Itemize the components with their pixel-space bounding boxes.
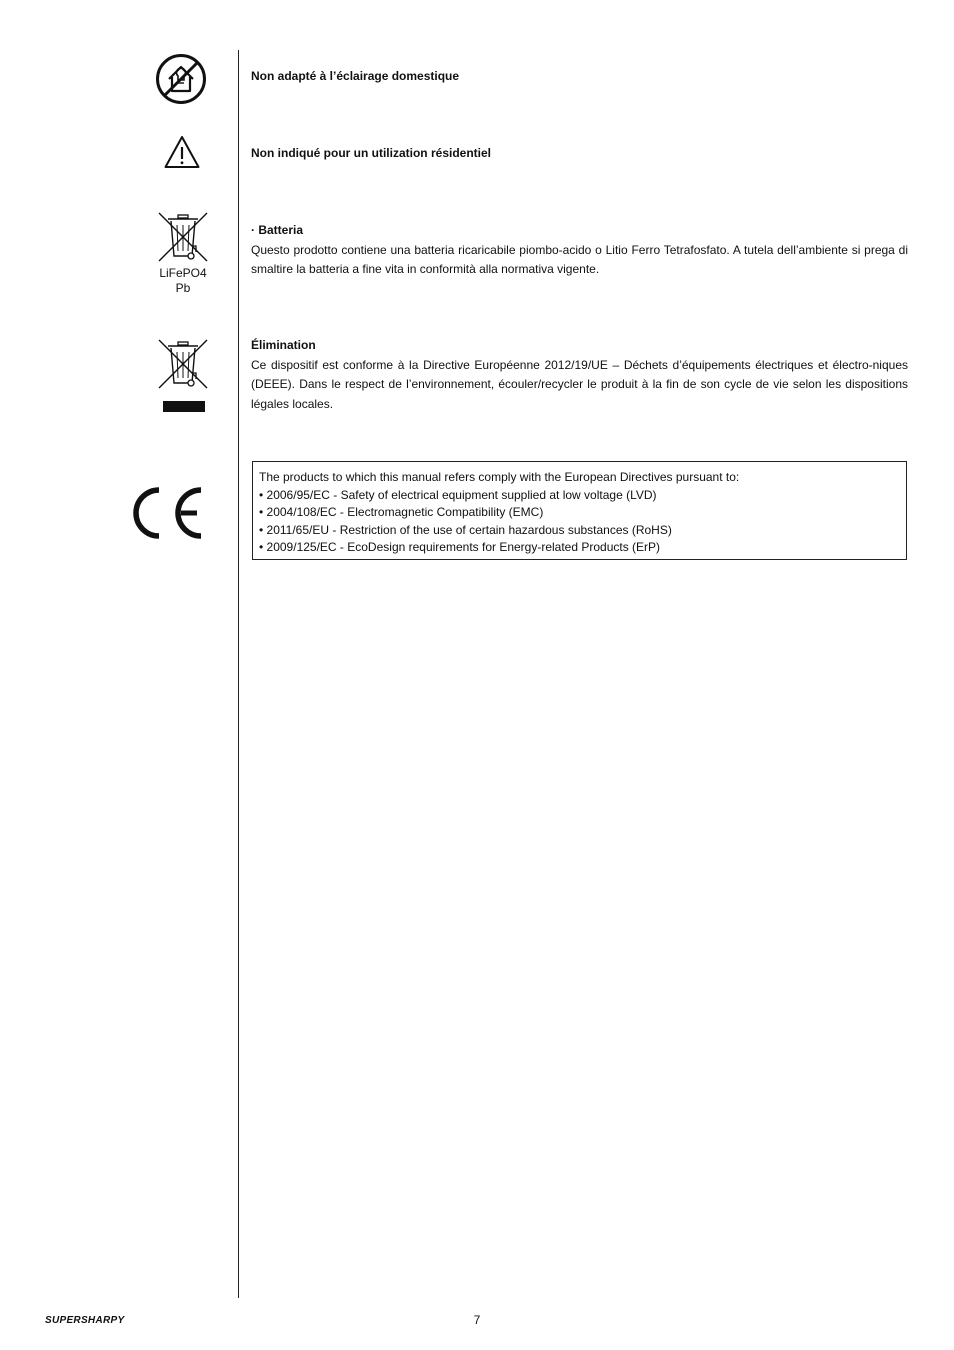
battery-heading: · Batteria — [251, 223, 304, 237]
residential-warning-text: Non indiqué pour un utilization résidentiel — [251, 146, 491, 160]
crossed-bin-icon — [156, 211, 210, 263]
ce-directive-item: • 2011/65/EU - Restriction of the use of certain hazardous substances (RoHS) — [259, 522, 672, 537]
ce-directive-item: • 2004/108/EC - Electromagnetic Compatibility (EMC) — [259, 505, 544, 520]
battery-label-pb: Pb — [175, 281, 191, 295]
ce-mark-icon — [133, 487, 205, 539]
ce-directive-item: • 2009/125/EC - EcoDesign requirements for Energy-related Products (ErP) — [259, 540, 661, 555]
disposal-heading: Élimination — [251, 338, 316, 352]
ce-compliance-box — [252, 461, 907, 560]
disposal-section — [251, 336, 908, 414]
battery-label-lifepo4: LiFePO4 — [159, 266, 207, 280]
column-divider — [238, 50, 239, 1298]
ce-directive-item: • 2006/95/EC - Safety of electrical equipment supplied at low voltage (LVD) — [259, 487, 657, 502]
page-number: 7 — [473, 1313, 481, 1327]
disposal-body: Ce dispositif est conforme à la Directive Européenne 2012/19/UE – Déchets d’équipements électriques et électro-niques (DEEE). Dans le respect de l’environnement, écouler/recycler le produit à la fin de son cycle de vie selon les dispositions légales locales. — [251, 357, 908, 411]
battery-chemistry-label — [148, 266, 218, 296]
footer-brand: SUPERSHARPY — [45, 1315, 125, 1326]
no-domestic-lighting-icon — [155, 53, 207, 105]
battery-body: Questo prodotto contiene una batteria ricaricabile piombo-acido o Litio Ferro Tetrafosfato. A tutela dell’ambiente si prega di smaltire la batteria a fine vita in conformità alla normativa vigente. — [251, 242, 908, 276]
domestic-warning-text: Non adapté à l’éclairage domestique — [251, 69, 460, 83]
warning-triangle-icon — [163, 134, 201, 170]
ce-intro: The products to which this manual refers comply with the European Directives pursuant to: — [259, 470, 740, 484]
battery-section — [251, 221, 908, 280]
crossed-bin-weee-icon — [156, 338, 210, 414]
